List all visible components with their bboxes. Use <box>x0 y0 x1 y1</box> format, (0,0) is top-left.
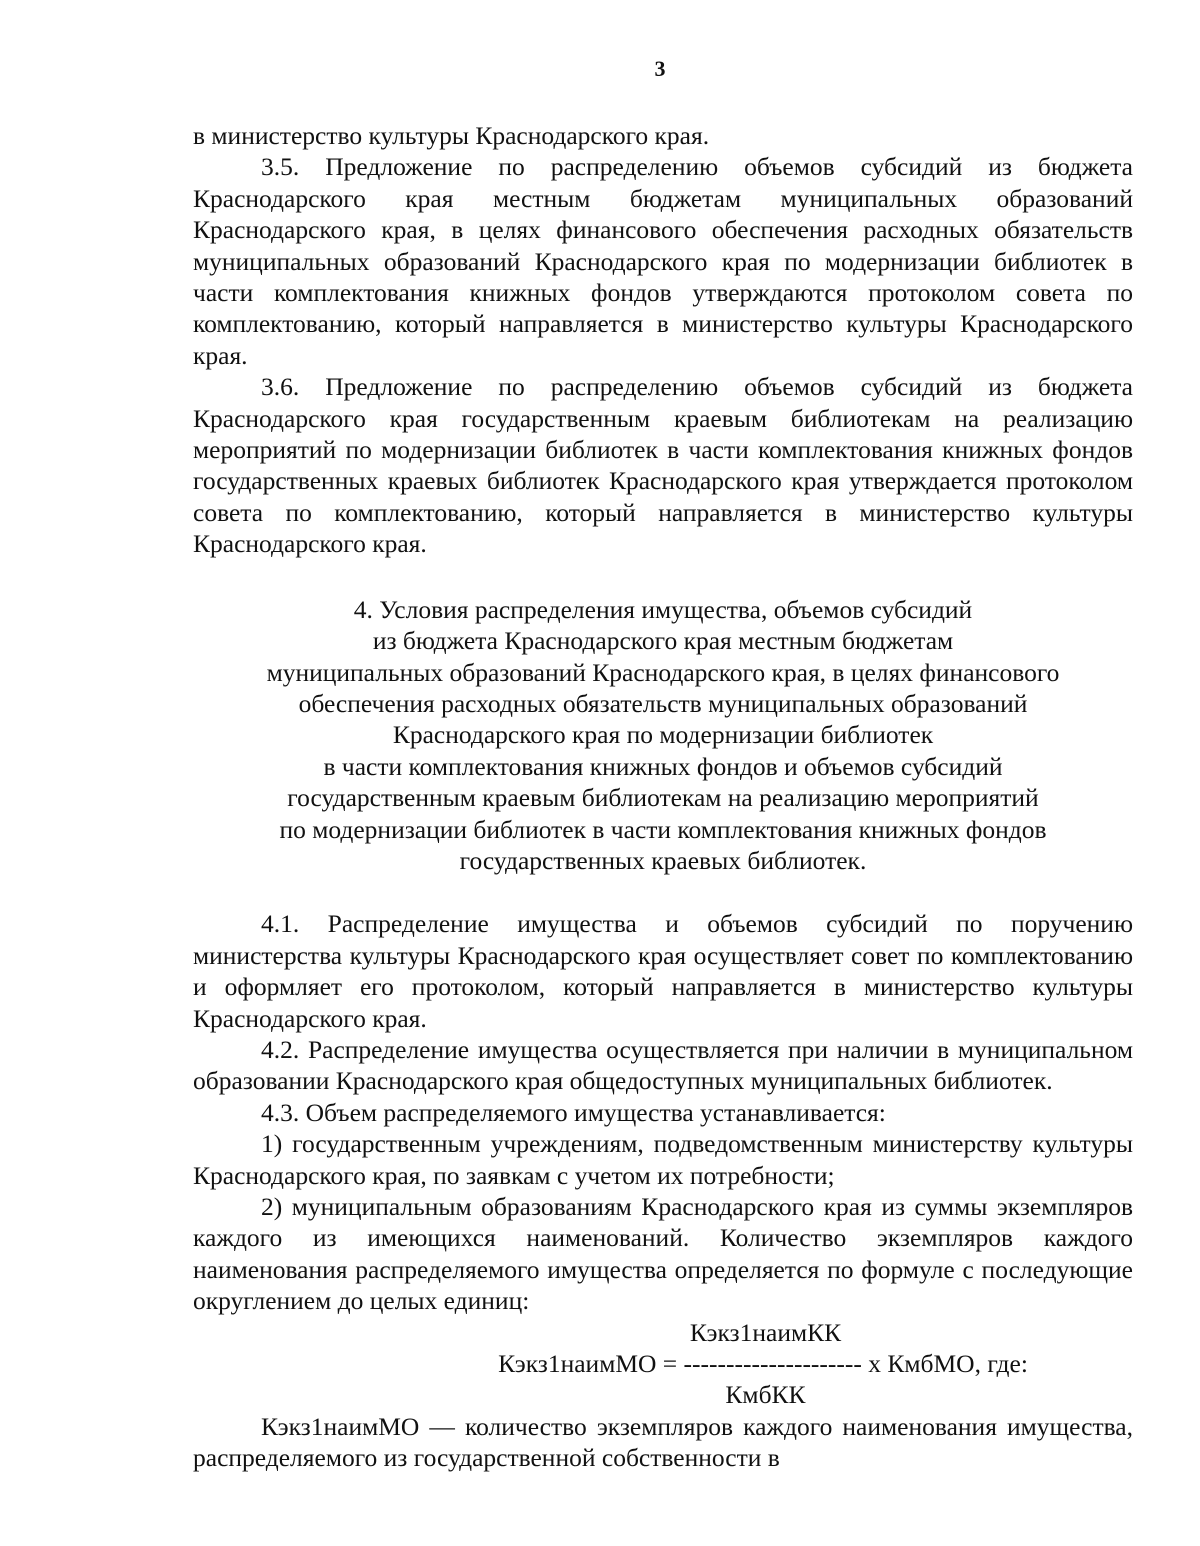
heading-line: по модернизации библиотек в части комплектования книжных фондов <box>279 814 1047 844</box>
heading-line: государственным краевым библиотекам на реализацию мероприятий <box>287 783 1039 813</box>
page-number: 3 <box>654 56 666 81</box>
heading-line: из бюджета Краснодарского края местным бюджетам <box>372 626 954 656</box>
heading-line: Краснодарского края по модернизации библиотек <box>392 720 934 750</box>
list-item-2: 2) муниципальным образованиям Краснодарского края из суммы экземпляров каждого из имеющихся наименований. Количество экземпляров каждого наименования распределяемого имущества определяется по формуле с последующие округлением до целых единиц: <box>193 1192 1133 1316</box>
list-item-1: 1) государственным учреждениям, подведомственным министерству культуры Краснодарского края, по заявкам с учетом их потребности; <box>193 1129 1133 1190</box>
paragraph-3-6: 3.6. Предложение по распределению объемов субсидий из бюджета Краснодарского края государственным краевым библиотекам на реализацию мероприятий по модернизации библиотек в части комплектования книжных фондов государственных краевых библиотек Краснодарского края утверждается протоколом совета по комплектованию, который направляется в министерство культуры Краснодарского края. <box>193 372 1133 559</box>
paragraph-3-5: 3.5. Предложение по распределению объемов субсидий из бюджета Краснодарского края местным бюджетам муниципальных образований Краснодарского края, в целях финансового обеспечения расходных обязательств муниципальных образований Краснодарского края по модернизации библиотек в части комплектования книжных фондов утверждаются протоколом совета по комплектованию, который направляется в министерство культуры Краснодарского края. <box>193 152 1133 370</box>
paragraph-4-1: 4.1. Распределение имущества и объемов субсидий по поручению министерства культуры Краснодарского края осуществляет совет по комплектованию и оформляет его протоколом, который направляется в министерство культуры Краснодарского края. <box>193 909 1133 1033</box>
heading-line: 4. Условия распределения имущества, объемов субсидий <box>353 594 973 624</box>
heading-line: муниципальных образований Краснодарского края, в целях финансового <box>266 657 1060 687</box>
paragraph-4-3: 4.3. Объем распределяемого имущества устанавливается: <box>261 1097 886 1127</box>
formula-denominator: КмбКК <box>725 1380 806 1410</box>
heading-line: в части комплектования книжных фондов и объемов субсидий <box>323 751 1003 781</box>
formula-main: Кэкз1наимМО = --------------------- х КмбМО, где: <box>498 1349 1028 1379</box>
heading-line: обеспечения расходных обязательств муниципальных образований <box>298 688 1028 718</box>
heading-line: государственных краевых библиотек. <box>459 845 867 875</box>
paragraph-4-2: 4.2. Распределение имущества осуществляется при наличии в муниципальном образовании Краснодарского края общедоступных муниципальных библиотек. <box>193 1034 1133 1096</box>
continuation-line: в министерство культуры Краснодарского края. <box>193 121 710 150</box>
section-4-heading <box>193 594 1133 877</box>
formula-numerator: Кэкз1наимКК <box>689 1317 842 1347</box>
document-body <box>193 120 1133 1474</box>
definition-paragraph: Кэкз1наимМО — количество экземпляров каждого наименования имущества, распределяемого из государственной собственности в <box>193 1411 1133 1473</box>
